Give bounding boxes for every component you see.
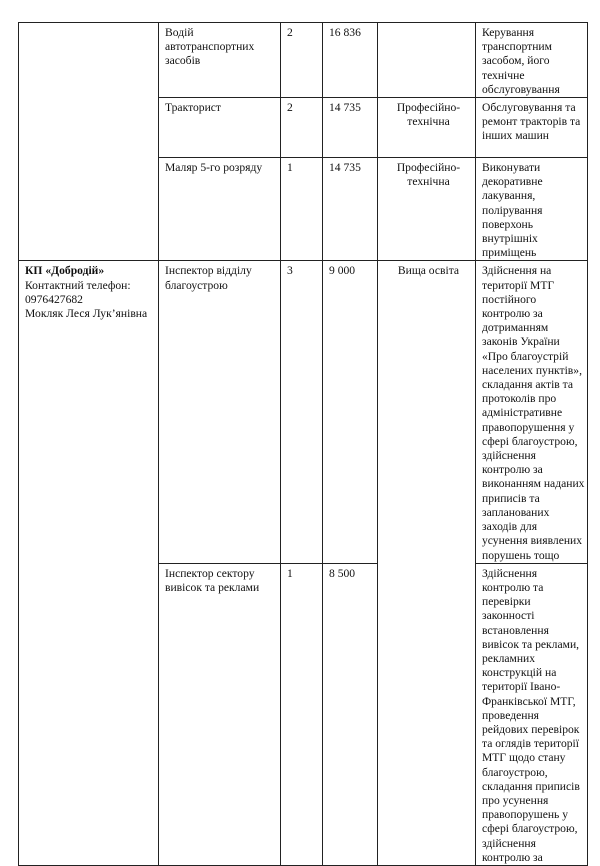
position-cell: Тракторист <box>159 98 281 158</box>
count-cell: 1 <box>281 158 323 261</box>
employer-name: КП «Добродій» <box>25 264 105 278</box>
duties-cell: Здійснення на території МТГ постійного контролю за дотриманням законів України «Про благоустрій населених пунктів», складання актів та протоколів про адміністративне правопорушення у сфері благоустрою, здійснення контролю за виконанням наданих приписів та запланованих заходів для усунення виявлених порушень тощо <box>476 261 588 563</box>
salary-cell: 14 735 <box>323 98 378 158</box>
count-cell: 2 <box>281 23 323 98</box>
education-cell: Професійно-технічна <box>378 158 476 261</box>
position-cell: Інспектор сектору вивісок та реклами <box>159 563 281 865</box>
duties-cell: Обслуговування та ремонт тракторів та інших машин <box>476 98 588 158</box>
position-cell: Водій автотранспортних засобів <box>159 23 281 98</box>
table-row <box>19 23 588 98</box>
position-cell: Інспектор відділу благоустрою <box>159 261 281 563</box>
duties-cell: Виконувати декоративне лакування, полірування поверхонь внутрішніх приміщень <box>476 158 588 261</box>
salary-cell: 14 735 <box>323 158 378 261</box>
salary-cell: 8 500 <box>323 563 378 865</box>
position-cell: Маляр 5-го розряду <box>159 158 281 261</box>
employer-cell <box>19 261 159 866</box>
employer-contact: Мокляк Леся Лук’янівна <box>25 307 148 321</box>
employer-cell-empty <box>19 23 159 261</box>
education-cell: Вища освіта <box>378 261 476 866</box>
employer-phone: 0976427682 <box>25 292 83 306</box>
count-cell: 2 <box>281 98 323 158</box>
education-cell <box>378 23 476 98</box>
count-cell: 3 <box>281 261 323 563</box>
duties-cell: Здійснення контролю та перевірки законності встановлення вивісок та реклами, рекламних конструкцій на території Івано-Франківської МТГ, проведення рейдових перевірок та оглядів території МТГ щодо стану благоустрою, складання приписів про усунення правопорушень у сфері благоустрою, здійснення контролю за <box>476 563 588 865</box>
employer-phone-label: Контактний телефон: <box>25 278 131 292</box>
count-cell: 1 <box>281 563 323 865</box>
salary-cell: 16 836 <box>323 23 378 98</box>
education-cell: Професійно-технічна <box>378 98 476 158</box>
table-row <box>19 261 588 563</box>
salary-cell: 9 000 <box>323 261 378 563</box>
vacancy-table <box>18 22 588 866</box>
duties-cell: Керування транспортним засобом, його технічне обслуговування <box>476 23 588 98</box>
